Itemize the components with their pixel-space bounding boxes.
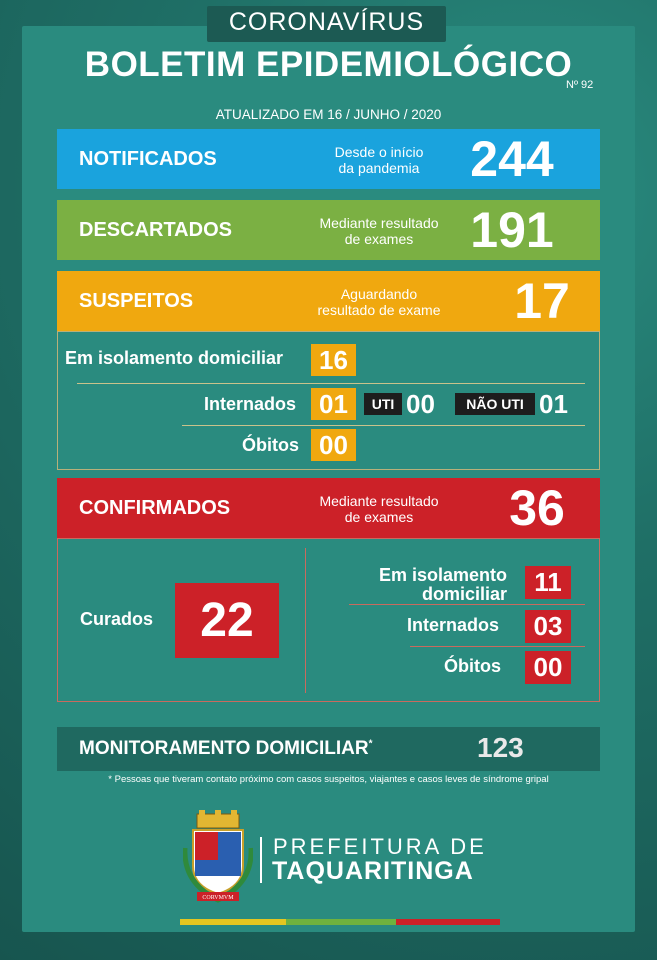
descartados-label: DESCARTADOS <box>79 219 232 241</box>
monitoramento-card <box>57 727 600 771</box>
notificados-label: NOTIFICADOS <box>79 148 217 170</box>
footnote: * Pessoas que tiveram contato próximo com casos suspeitos, viajantes e casos leves de síndrome gripal <box>108 774 549 785</box>
suspeitos-uti-label: UTI <box>364 393 402 415</box>
descartados-value: 191 <box>470 202 554 258</box>
suspeitos-isolamento-value: 16 <box>311 344 356 376</box>
suspeitos-desc-2: resultado de exame <box>317 302 441 318</box>
confirmados-divider-2 <box>410 646 585 647</box>
descartados-desc-1: Mediante resultado <box>319 215 439 231</box>
suspeitos-internados-value: 01 <box>311 388 356 420</box>
confirmados-vertical-divider <box>305 548 306 693</box>
notificados-card <box>57 129 600 189</box>
suspeitos-isolamento-label: Em isolamento domiciliar <box>65 348 284 368</box>
confirmados-isolamento-value: 11 <box>525 566 571 599</box>
monitoramento-value: 123 <box>477 732 524 763</box>
confirmados-label: CONFIRMADOS <box>79 497 231 519</box>
confirmados-isolamento-label-2: domiciliar <box>421 584 507 604</box>
footer-line-2: TAQUARITINGA <box>272 857 474 885</box>
suspeitos-value: 17 <box>514 273 570 329</box>
suspeitos-uti-value: 00 <box>406 389 435 419</box>
footer-divider <box>260 837 262 883</box>
monitoramento-mark: * <box>368 738 373 750</box>
confirmados-desc-2: de exames <box>344 509 414 525</box>
header-small-title: CORONAVÍRUS <box>228 8 425 36</box>
header-title: BOLETIM EPIDEMIOLÓGICO <box>84 45 573 84</box>
confirmados-card <box>57 478 600 538</box>
monitoramento-label: MONITORAMENTO DOMICILIAR* <box>79 738 373 759</box>
confirmados-obitos-value: 00 <box>525 651 571 684</box>
suspeitos-divider-2 <box>182 425 585 426</box>
notificados-desc-1: Desde o início <box>334 144 424 160</box>
updated-date: ATUALIZADO EM 16 / JUNHO / 2020 <box>215 107 442 122</box>
city-seal-icon <box>183 808 253 908</box>
notificados-desc-2: da pandemia <box>338 160 420 176</box>
confirmados-internados-label: Internados <box>407 615 500 635</box>
suspeitos-nao-uti-value: 01 <box>539 389 568 419</box>
confirmados-desc-1: Mediante resultado <box>319 493 439 509</box>
confirmados-internados-value: 03 <box>525 610 571 643</box>
suspeitos-obitos-label: Óbitos <box>242 435 299 455</box>
confirmados-isolamento-label-1: Em isolamento <box>378 565 507 585</box>
suspeitos-obitos-value: 00 <box>311 429 356 461</box>
suspeitos-nao-uti-label: NÃO UTI <box>455 393 535 415</box>
svg-text:CORVMVM: CORVMVM <box>202 895 234 901</box>
suspeitos-desc-1: Aguardando <box>340 286 418 302</box>
bulletin-number: Nº 92 <box>566 79 594 91</box>
footer-line-1: PREFEITURA DE <box>273 834 487 859</box>
suspeitos-divider-1 <box>77 383 585 384</box>
notificados-value: 244 <box>470 131 554 187</box>
confirmados-value: 36 <box>509 480 565 536</box>
curados-value: 22 <box>175 583 279 658</box>
descartados-card <box>57 200 600 260</box>
suspeitos-label: SUSPEITOS <box>79 290 194 312</box>
bottom-color-bar <box>180 919 500 925</box>
confirmados-obitos-label: Óbitos <box>444 656 501 676</box>
descartados-desc-2: de exames <box>344 231 414 247</box>
suspeitos-internados-label: Internados <box>204 394 297 414</box>
suspeitos-card <box>57 271 600 331</box>
curados-label: Curados <box>80 609 154 629</box>
